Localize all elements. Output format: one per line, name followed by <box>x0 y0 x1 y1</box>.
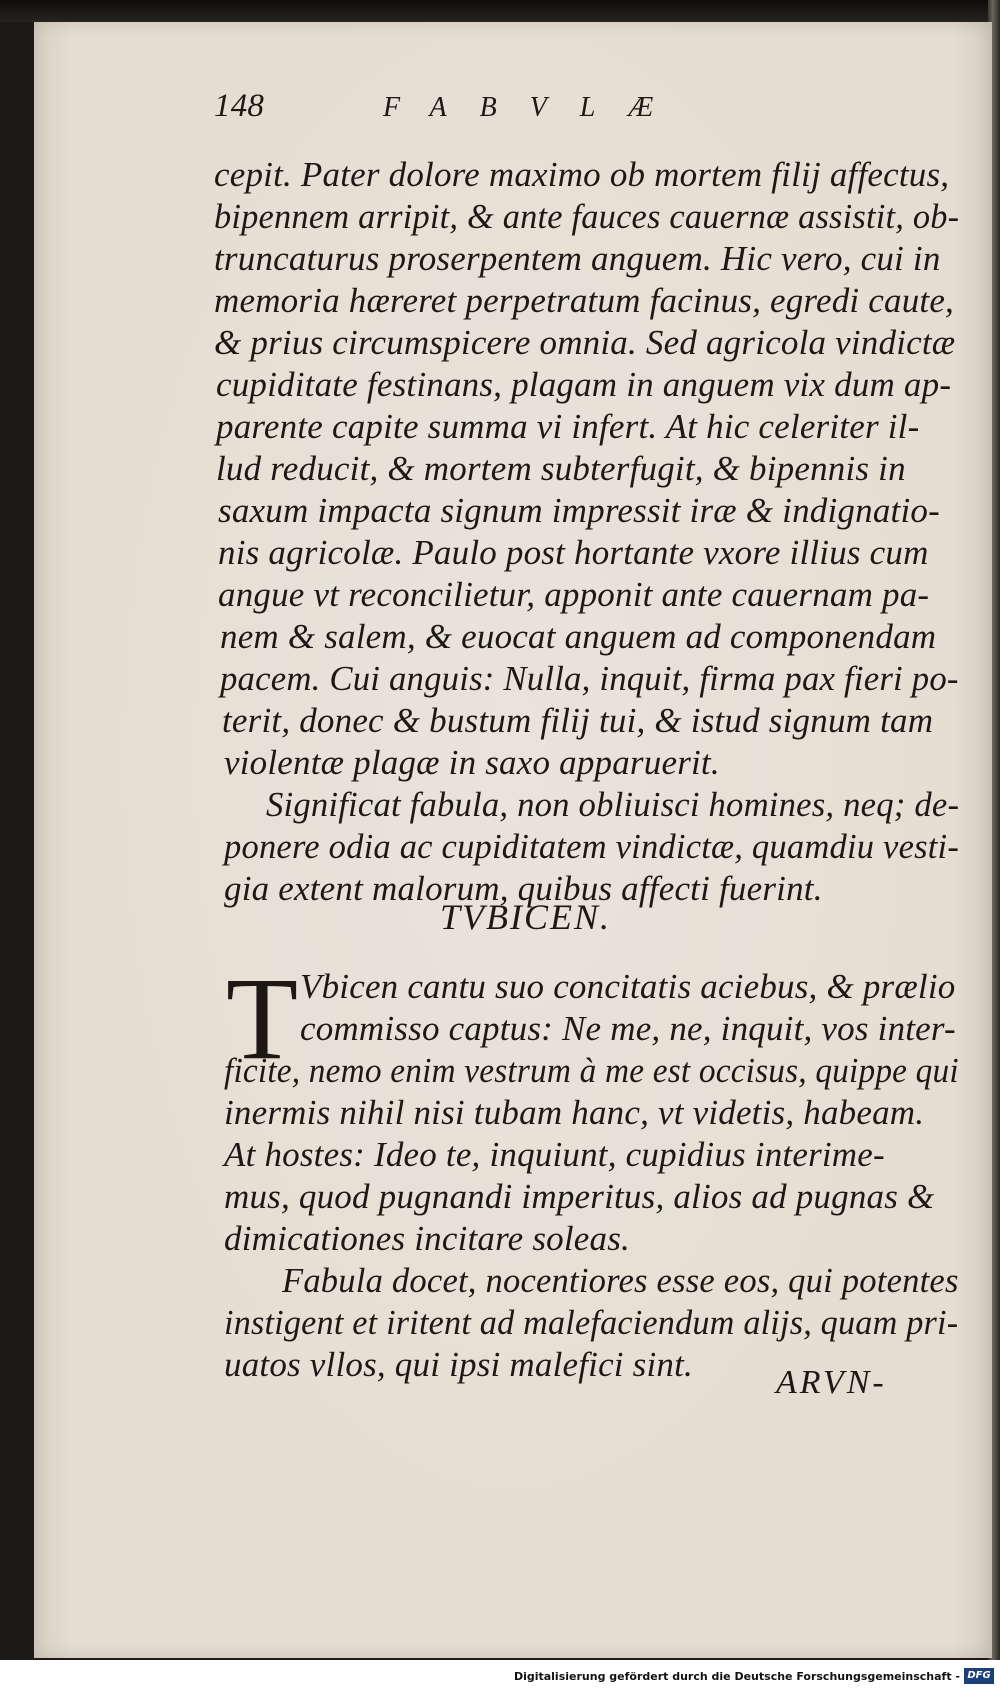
text-line: nem & salem, & euocat anguem ad componendam <box>220 617 937 656</box>
text-line: terit, donec & bustum filij tui, & istud signum tam <box>222 701 934 740</box>
text-line: angue vt reconcilietur, apponit ante cauernam pa- <box>218 575 930 614</box>
text-line: nis agricolæ. Paulo post hortante vxore illius cum <box>218 533 929 572</box>
funding-credit: Digitalisierung gefördert durch die Deutsche Forschungsgemeinschaft - <box>513 1670 960 1683</box>
fable-heading: TVBICEN. <box>440 897 612 937</box>
running-title: FABVLÆ <box>383 92 687 123</box>
page-number: 148 <box>214 88 265 124</box>
text-line: instigent et iritent ad malefaciendum alijs, quam pri- <box>224 1303 959 1342</box>
text-line: Fabula docet, nocentiores esse eos, qui potentes <box>282 1261 959 1300</box>
text-line: uatos vllos, qui ipsi malefici sint. <box>224 1345 694 1384</box>
catchword: ARVN- <box>776 1364 887 1401</box>
text-line: ponere odia ac cupiditatem vindictæ, quamdiu vesti- <box>224 827 960 866</box>
text-line: violentæ plagæ in saxo apparuerit. <box>224 743 720 782</box>
text-line: & prius circumspicere omnia. Sed agricola vindictæ <box>214 323 956 362</box>
text-line: bipennem arripit, & ante fauces cauernæ assistit, ob- <box>214 197 960 236</box>
text-line: saxum impacta signum impressit iræ & indignatio- <box>218 491 940 530</box>
scan-top-edge <box>0 0 1000 22</box>
text-line: gia extent malorum, quibus affecti fuerint. <box>224 869 823 908</box>
text-line: cupiditate festinans, plagam in anguem vix dum ap- <box>216 365 952 404</box>
text-line: Significat fabula, non obliuisci homines, neq; de- <box>266 785 960 824</box>
text-line: commisso captus: Ne me, ne, inquit, vos inter- <box>300 1009 956 1048</box>
text-line: Vbicen cantu suo concitatis aciebus, & prælio <box>300 967 956 1006</box>
text-line: cepit. Pater dolore maximo ob mortem filij affectus, <box>214 155 950 194</box>
text-line: pacem. Cui anguis: Nulla, inquit, firma pax fieri po- <box>220 659 959 698</box>
text-line: truncaturus proserpentem anguem. Hic vero, cui in <box>214 239 941 278</box>
text-line: lud reducit, & mortem subterfugit, & bipennis in <box>216 449 906 488</box>
dfg-logo: DFG <box>964 1668 994 1684</box>
text-line: mus, quod pugnandi imperitus, alios ad pugnas & <box>224 1177 935 1216</box>
drop-capital: T <box>226 953 299 1084</box>
text-line: memoria hæreret perpetratum facinus, egredi caute, <box>214 281 955 320</box>
text-line: parente capite summa vi infert. At hic celeriter il- <box>216 407 920 446</box>
text-line: inermis nihil nisi tubam hanc, vt videtis, habeam. <box>224 1093 925 1132</box>
digitization-footer <box>0 1660 1000 1697</box>
text-line: dimicationes incitare soleas. <box>224 1219 630 1258</box>
text-line: ficite, nemo enim vestrum à me est occisus, quippe qui <box>224 1051 959 1090</box>
book-page <box>34 22 992 1658</box>
text-line: At hostes: Ideo te, inquiunt, cupidius interime- <box>224 1135 885 1174</box>
